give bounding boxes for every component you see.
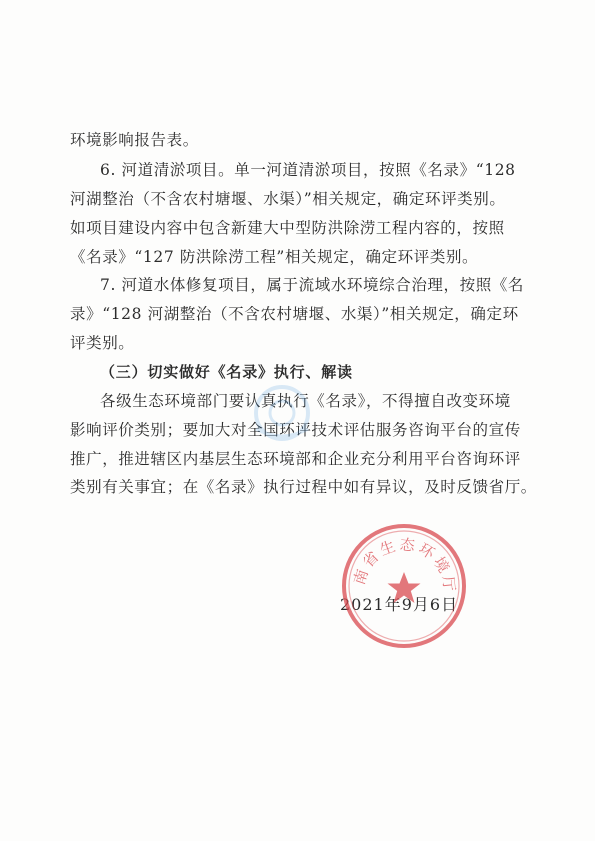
section-line-1: 各级生态环境部门要认真执行《名录》，不得擅自改变环境 (100, 392, 511, 410)
body-line-3: 河湖整治（不含农村塘堰、水渠）”相关规定，确定环评类别。 (70, 190, 506, 208)
official-seal (338, 520, 470, 652)
watermark-icon (246, 377, 318, 449)
section-line-2: 影响评价类别；要加大对全国环评技术评估服务咨询平台的宣传 (70, 421, 521, 439)
body-line-4: 如项目建设内容中包含新建大中型防洪除涝工程内容的，按照 (70, 219, 505, 237)
body-line-8: 评类别。 (70, 334, 135, 352)
body-line-5: 《名录》“127 防洪除涝工程”相关规定，确定环评类别。 (70, 248, 479, 266)
section-line-4: 类别有关事宜；在《名录》执行过程中如有异议，及时反馈省厅。 (70, 478, 537, 496)
body-line-7: 录》“128 河湖整治（不含农村塘堰、水渠）”相关规定，确定环 (70, 305, 519, 323)
body-line-2: 6. 河道清淤项目。单一河道清淤项目，按照《名录》“128 (100, 161, 516, 179)
document-date: 2021年9月6日 (340, 595, 459, 614)
section-line-3: 推广，推进辖区内基层生态环境部和企业充分利用平台咨询环评 (70, 450, 521, 468)
star-icon (388, 572, 421, 603)
body-line-6: 7. 河道水体修复项目，属于流域水环境综合治理，按照《名 (100, 276, 525, 294)
seal-text: 南省生态环境厅 (349, 535, 459, 596)
section-heading: （三）切实做好《名录》执行、解读 (100, 363, 353, 381)
body-line-1: 环境影响报告表。 (70, 131, 199, 149)
